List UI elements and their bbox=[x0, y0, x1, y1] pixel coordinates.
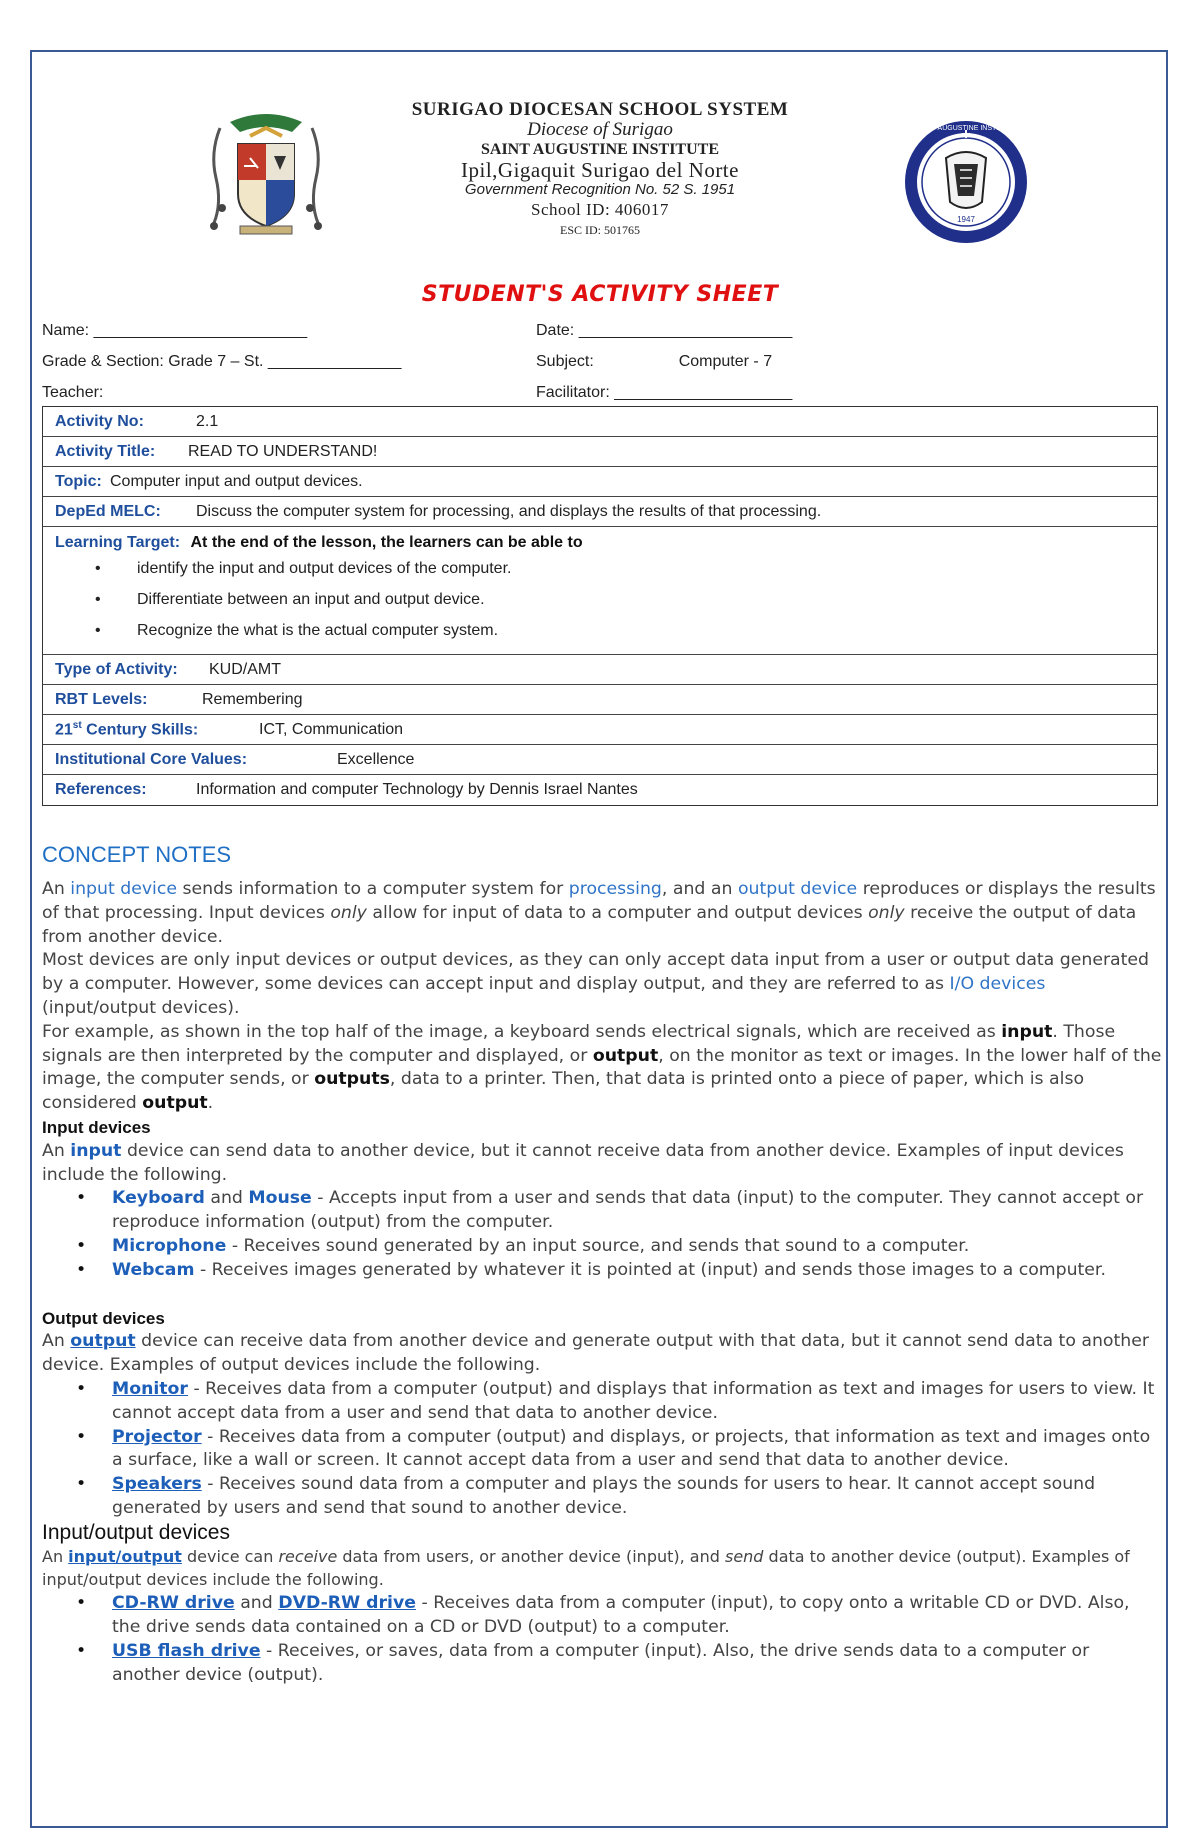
list-item: • Keyboard and Mouse - Accepts input from a user and sends that data (input) to the computer. They cannot accept or reproduce information (output) from the computer. bbox=[76, 1188, 1144, 1233]
activity-no-value: 2.1 bbox=[196, 412, 219, 430]
references-label: References: bbox=[55, 781, 147, 798]
diocese-name: Diocese of Surigao bbox=[527, 119, 673, 140]
learning-target-item: • Recognize the what is the actual computer system. bbox=[95, 622, 499, 639]
bishop-coat-of-arms-icon bbox=[200, 108, 332, 240]
rbt-levels-label: RBT Levels: bbox=[55, 690, 148, 708]
learning-target-item: • Differentiate between an input and output device. bbox=[95, 591, 485, 608]
webcam-term[interactable]: Webcam bbox=[112, 1259, 195, 1280]
dvd-rw-link[interactable]: DVD-RW drive bbox=[278, 1593, 416, 1614]
references-value: Information and computer Technology by Dennis Israel Nantes bbox=[196, 781, 638, 798]
list-item: • USB flash drive - Receives, or saves, data from a computer (input). Also, the drive sends data to a computer or another device (output). bbox=[76, 1640, 1090, 1685]
activity-title-row bbox=[43, 437, 1157, 467]
date-label: Date: bbox=[536, 322, 575, 339]
list-item: • CD-RW drive and DVD-RW drive - Receives data from a computer (input), to copy onto a writable CD or DVD. Also, the drive sends data contained on a CD or DVD (output) to a computer. bbox=[76, 1593, 1130, 1637]
io-devices-heading: Input/output devices bbox=[42, 1520, 230, 1544]
input-devices-heading: Input devices bbox=[42, 1117, 151, 1137]
melc-value: Discuss the computer system for processing, and displays the results of that processing. bbox=[196, 502, 822, 520]
subject-value: Computer - 7 bbox=[678, 353, 773, 370]
concept-notes-title: CONCEPT NOTES bbox=[42, 842, 232, 867]
date-blank[interactable]: ________________________ bbox=[578, 322, 793, 339]
melc-label: DepEd MELC: bbox=[55, 502, 161, 520]
learning-target-intro: At the end of the lesson, the learners can be able to bbox=[190, 534, 583, 551]
grade-label: Grade & Section: Grade 7 – St. bbox=[42, 353, 264, 370]
grade-line bbox=[42, 353, 401, 371]
keyboard-term[interactable]: Keyboard bbox=[112, 1188, 205, 1209]
speakers-link[interactable]: Speakers bbox=[112, 1474, 202, 1495]
activity-sheet-title: STUDENT'S ACTIVITY SHEET bbox=[421, 282, 779, 307]
io-devices-list bbox=[42, 1592, 1162, 1687]
activity-type-value: KUD/AMT bbox=[209, 660, 281, 678]
list-item: • Microphone - Receives sound generated by an input source, and sends that sound to a computer. bbox=[76, 1235, 970, 1256]
name-blank[interactable]: ________________________ bbox=[93, 322, 308, 339]
century-skills-row bbox=[43, 715, 1157, 745]
input-devices-list bbox=[42, 1187, 1162, 1282]
output-devices-heading: Output devices bbox=[42, 1308, 165, 1328]
school-seal-icon bbox=[902, 118, 1030, 246]
century-skills-value: ICT, Communication bbox=[259, 720, 404, 738]
svg-text:SAINT AUGUSTINE INSTITUTE: SAINT AUGUSTINE INSTITUTE bbox=[915, 125, 1017, 132]
input-device-term[interactable]: input device bbox=[70, 879, 177, 899]
learning-target-list bbox=[55, 555, 1157, 648]
list-item: • Speakers - Receives sound data from a computer and plays the sounds for users to hear. It cannot accept sound generated by users and send that sound to another device. bbox=[76, 1474, 1096, 1518]
esc-id: ESC ID: 501765 bbox=[559, 223, 640, 237]
school-heading bbox=[340, 100, 860, 240]
learning-target-item: • identify the input and output devices of the computer. bbox=[95, 560, 512, 577]
output-devices-list bbox=[42, 1378, 1162, 1521]
rbt-levels-row bbox=[43, 685, 1157, 715]
activity-type-label: Type of Activity: bbox=[55, 660, 178, 678]
references-row bbox=[43, 775, 1157, 805]
concept-notes bbox=[42, 840, 1162, 1687]
school-name: SAINT AUGUSTINE INSTITUTE bbox=[480, 141, 719, 158]
learning-target-label: Learning Target: bbox=[55, 534, 181, 551]
paragraph: Most devices are only input devices or output devices, as they can only accept data input from a user or output data generated by a computer. However, some devices can accept input and display output, and they are referred to as I/O devices (input/output devices). bbox=[42, 950, 1150, 1018]
teacher-line bbox=[42, 384, 103, 402]
school-system-name: SURIGAO DIOCESAN SCHOOL SYSTEM bbox=[411, 99, 789, 120]
usb-flash-link[interactable]: USB flash drive bbox=[112, 1640, 261, 1661]
activity-info-table bbox=[42, 406, 1158, 806]
microphone-term[interactable]: Microphone bbox=[112, 1235, 227, 1256]
teacher-label: Teacher: bbox=[42, 384, 104, 401]
cd-rw-link[interactable]: CD-RW drive bbox=[112, 1593, 235, 1614]
activity-title-label: Activity Title: bbox=[55, 442, 156, 460]
facilitator-blank[interactable]: ____________________ bbox=[614, 384, 793, 401]
grade-blank[interactable]: _______________ bbox=[267, 353, 402, 370]
monitor-link[interactable]: Monitor bbox=[112, 1378, 188, 1399]
melc-row bbox=[43, 497, 1157, 527]
paragraph: An input/output device can receive data from users, or another device (input), and send data to another device (output). Examples of input/output devices include the following. bbox=[42, 1546, 1130, 1590]
output-device-term[interactable]: output device bbox=[737, 879, 858, 899]
topic-row bbox=[43, 467, 1157, 497]
svg-text:1947: 1947 bbox=[957, 215, 975, 224]
paragraph: For example, as shown in the top half of the image, a keyboard sends electrical signals, which are received as input. Those signals are then interpreted by the computer and displayed, or output, on the monitor as text or images. In the lower half of the image, the computer sends, or outputs, data to a printer. Then, that data is printed onto a piece of paper, which is also considered output. bbox=[42, 1021, 1162, 1114]
facilitator-label: Facilitator: bbox=[536, 384, 610, 401]
name-label: Name: bbox=[42, 322, 90, 339]
school-address: Ipil,Gigaquit Surigao del Norte bbox=[461, 158, 739, 182]
paragraph: An input device sends information to a computer system for processing, and an output device reproduces or displays the results of that processing. Input devices only allow for input of data to a computer and output devices only receive the output of data from another device. bbox=[42, 879, 1156, 947]
rbt-levels-value: Remembering bbox=[202, 690, 303, 708]
paragraph: An input device can send data to another device, but it cannot receive data from another device. Examples of input devices include the following. bbox=[42, 1140, 1124, 1185]
learning-target-row bbox=[43, 527, 1157, 655]
letterhead bbox=[0, 0, 1200, 260]
activity-title-value: READ TO UNDERSTAND! bbox=[188, 442, 378, 460]
school-id: School ID: 406017 bbox=[531, 200, 669, 219]
input-output-link[interactable]: input/output bbox=[68, 1546, 182, 1566]
topic-label: Topic: bbox=[55, 472, 102, 490]
activity-no-label: Activity No: bbox=[55, 412, 144, 430]
projector-link[interactable]: Projector bbox=[112, 1426, 202, 1447]
mouse-term[interactable]: Mouse bbox=[248, 1188, 312, 1209]
government-recognition: Government Recognition No. 52 S. 1951 bbox=[464, 181, 736, 198]
topic-value: Computer input and output devices. bbox=[110, 472, 363, 490]
name-line bbox=[42, 322, 307, 340]
paragraph: An output device can receive data from another device and generate output with that data, but it cannot send data to another device. Examples of output devices include the following. bbox=[42, 1331, 1149, 1376]
facilitator-line bbox=[536, 384, 792, 402]
century-skills-label: 21st Century Skills: bbox=[55, 719, 199, 739]
list-item: • Webcam - Receives images generated by whatever it is pointed at (input) and sends those images to a computer. bbox=[76, 1259, 1106, 1280]
processing-term[interactable]: processing bbox=[568, 879, 662, 899]
core-values-value: Excellence bbox=[337, 750, 415, 768]
list-item: • Projector - Receives data from a computer (output) and displays, or projects, that information as text and images onto a surface, like a wall or screen. It cannot accept data from a user and send that data to another device. bbox=[76, 1426, 1151, 1471]
date-line bbox=[536, 322, 792, 340]
subject-line bbox=[536, 353, 772, 371]
activity-type-row bbox=[43, 655, 1157, 685]
core-values-label: Institutional Core Values: bbox=[55, 750, 248, 768]
core-values-row bbox=[43, 745, 1157, 775]
output-link[interactable]: output bbox=[70, 1331, 136, 1352]
input-term[interactable]: input bbox=[70, 1140, 122, 1161]
subject-label: Subject: bbox=[536, 353, 594, 370]
activity-no-row bbox=[43, 407, 1157, 437]
io-devices-term[interactable]: I/O devices bbox=[949, 974, 1046, 995]
list-item: • Monitor - Receives data from a computer (output) and displays that information as text and images for users to view. It cannot accept data from a user and send that data to another device. bbox=[76, 1378, 1155, 1423]
